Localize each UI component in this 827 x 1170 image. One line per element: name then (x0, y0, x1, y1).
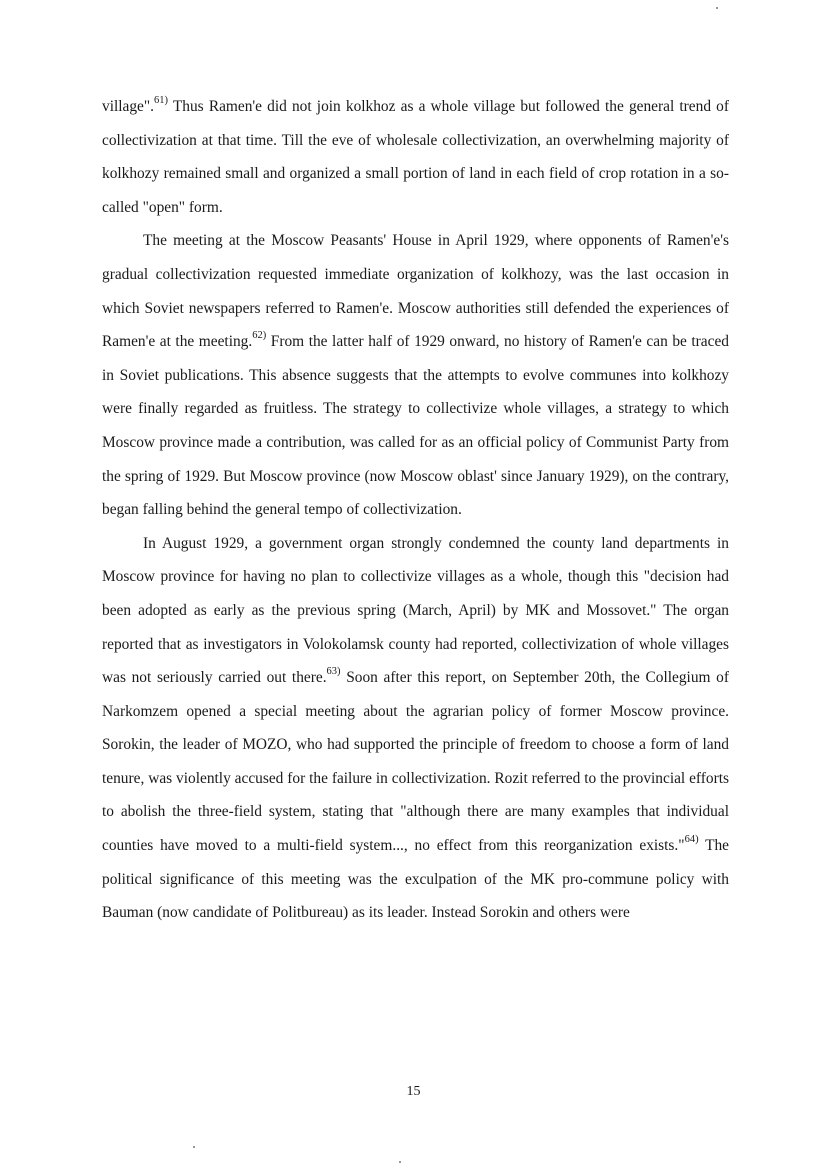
paragraph-3 (102, 527, 729, 930)
footnote-marker: 62) (252, 330, 267, 342)
text-run: Soon after this report, on September 20th, the Collegium of Narkomzem opened a special meeting about the agrarian policy of former Moscow province. Sorokin, the leader of MOZO, who had supported the principle of freedom to choose a form of land tenure, was violently accused for the failure in collectivization. Rozit referred to the provincial efforts to abolish the three-field system, stating that "although there are many examples that individual counties have moved to a multi-field system..., no effect from this reorganization exists." (102, 669, 729, 855)
footnote-marker: 64) (684, 834, 699, 846)
text-run: Thus Ramen'e did not join kolkhoz as a whole village but followed the general trend of collectivization at that time. Till the eve of wholesale collectivization, an overwhelming majority of kolkhozy remained small and organized a small portion of land in each field of crop rotation in a so-called "open" form. (102, 98, 729, 216)
footnote-marker: 63) (326, 666, 341, 678)
scan-speck (399, 1161, 401, 1163)
scan-speck (193, 1146, 195, 1148)
paragraph-1 (102, 90, 729, 224)
text-run: The political significance of this meeting was the exculpation of the MK pro-commune policy with Bauman (now candidate of Politbureau) as its leader. Instead Sorokin and others were (102, 837, 730, 922)
text-run: From the latter half of 1929 onward, no history of Ramen'e can be traced in Soviet publications. This absence suggests that the attempts to evolve communes into kolkhozy were finally regarded as fruitless. The strategy to collectivize whole villages, a strategy to which Moscow province made a contribution, was called for as an official policy of Communist Party from the spring of 1929. But Moscow province (now Moscow oblast' since January 1929), on the contrary, began falling behind the general tempo of collectivization. (102, 333, 729, 519)
footnote-marker: 61) (154, 95, 169, 107)
scan-speck (716, 7, 718, 9)
document-body (102, 90, 729, 930)
text-run: The meeting at the Moscow Peasants' House in April 1929, where opponents of Ramen'e's gradual collectivization requested immediate organization of kolkhozy, was the last occasion in which Soviet newspapers referred to Ramen'e. Moscow authorities still defended the experiences of Ramen'e at the meeting. (102, 232, 729, 351)
paragraph-2 (102, 224, 729, 526)
text-run: In August 1929, a government organ strongly condemned the county land departments in Moscow province for having no plan to collectivize villages as a whole, though this "decision had been adopted as early as the previous spring (March, April) by MK and Mossovet." The organ reported that as investigators in Volokolamsk county had reported, collectivization of whole villages was not seriously carried out there. (102, 534, 729, 687)
text-run: village". (102, 98, 155, 115)
page-number: 15 (406, 1084, 421, 1099)
